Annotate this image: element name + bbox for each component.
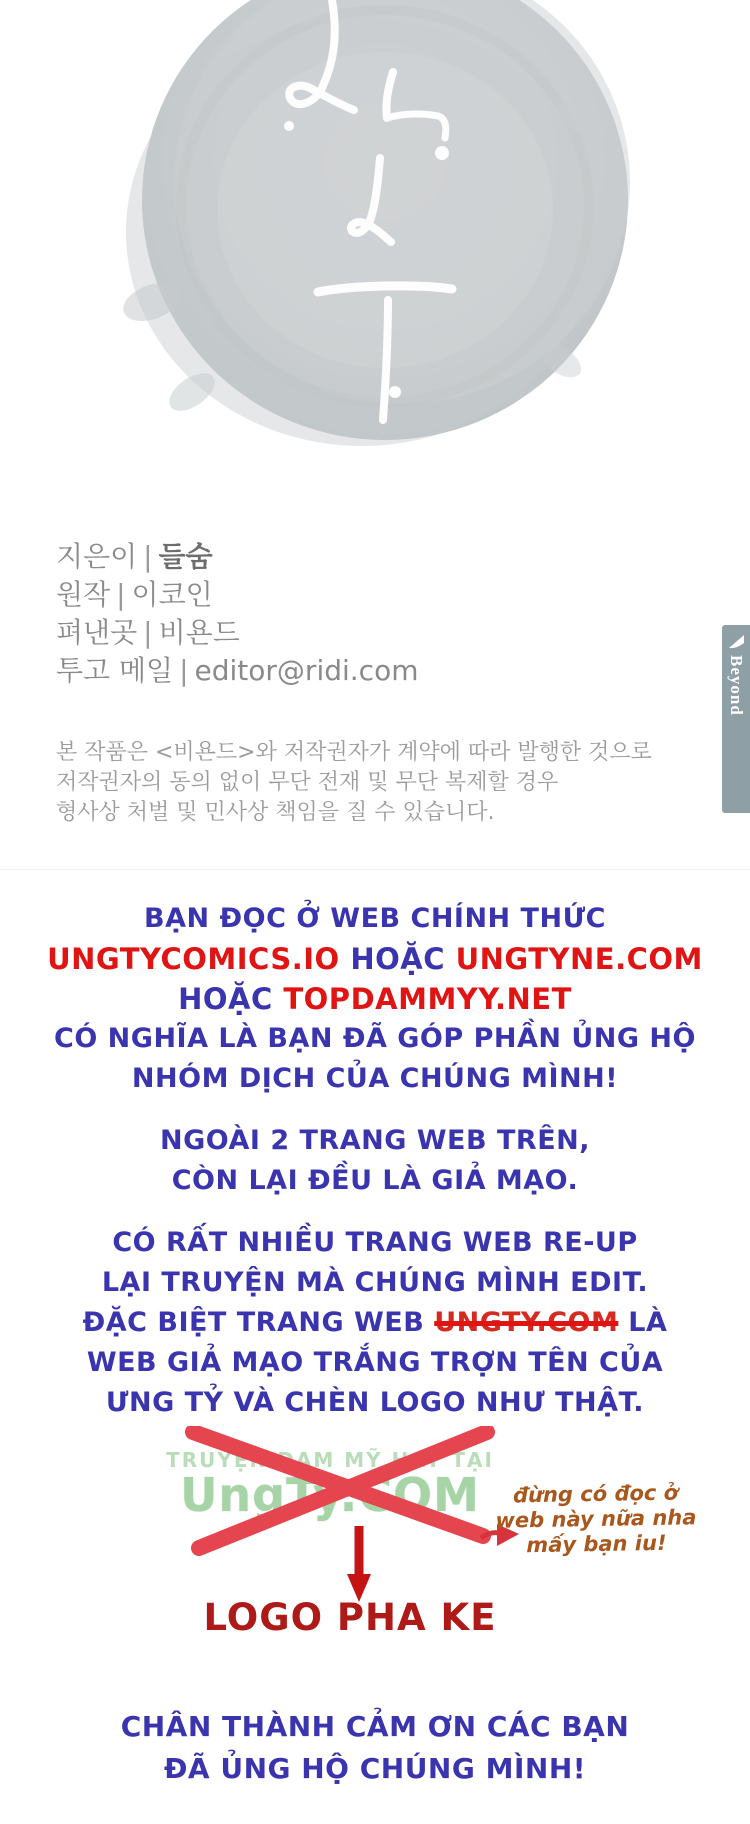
credit-label: 펴낸곳 — [56, 616, 138, 649]
copyright-line: 본 작품은 <비욘드>와 저작권자가 계약에 따라 발행한 것으로 — [56, 740, 652, 765]
handwritten-note — [477, 1480, 714, 1559]
notice-line: NGOÀI 2 TRANG WEB TRÊN, — [160, 1125, 590, 1156]
notice-line: ƯNG TỶ VÀ CHÈN LOGO NHƯ THẬT. — [105, 1387, 645, 1418]
ink-circle-title-logo — [0, 0, 750, 460]
note-line: web này nữa nha — [495, 1505, 697, 1533]
credit-value-email: editor@ridi.com — [194, 654, 419, 687]
notice-line: CÓ RẤT NHIỀU TRANG WEB RE-UP — [112, 1227, 638, 1258]
notice-line-official-sites — [0, 939, 750, 979]
credit-line-author — [56, 538, 418, 576]
credit-line-email — [56, 652, 418, 690]
notice-line-official-sites — [0, 979, 750, 1019]
notice-line: NHÓM DỊCH CỦA CHÚNG MÌNH! — [131, 1063, 619, 1094]
copyright-line: 저작권자의 동의 없이 무단 전재 및 무단 복제할 경우 — [56, 770, 559, 795]
fake-site-strikethrough: UNGTY.COM — [434, 1307, 619, 1338]
publisher-tab-beyond — [722, 625, 750, 813]
fake-logo-tagline: TRUYỆN ĐAM MỸ HAY TẠI — [166, 1448, 494, 1472]
page-seam-divider — [0, 869, 750, 870]
notice-line: BẠN ĐỌC Ở WEB CHÍNH THỨC — [144, 903, 606, 934]
note-line: đừng có đọc ở — [512, 1480, 679, 1508]
credit-line-original — [56, 576, 418, 614]
conjunction: HOẶC — [178, 982, 273, 1016]
official-site-url: TOPDAMMYY.NET — [283, 982, 572, 1016]
notice-line: CÒN LẠI ĐỀU LÀ GIẢ MẠO. — [171, 1165, 579, 1196]
thanks-section — [0, 1706, 750, 1790]
notice-text: LÀ — [628, 1307, 668, 1338]
fake-logo-caption: LOGO PHA KE — [203, 1596, 497, 1639]
watercolor-circle — [118, 0, 630, 446]
credit-value: 들숨 — [158, 540, 213, 573]
credit-separator: | — [143, 616, 153, 649]
notice-line-fake-site — [0, 1303, 750, 1343]
notice-line: CÓ NGHĨA LÀ BẠN ĐÃ GÓP PHẦN ỦNG HỘ — [54, 1023, 696, 1054]
credit-label: 투고 메일 — [56, 654, 174, 687]
credit-separator: | — [179, 654, 189, 687]
notice-text: ĐẶC BIỆT TRANG WEB — [82, 1307, 425, 1338]
note-line: mấy bạn iu! — [526, 1530, 667, 1558]
copyright-section — [56, 738, 652, 828]
credit-value: 이코인 — [131, 578, 213, 611]
credit-label: 원작 — [56, 578, 111, 611]
thanks-line: CHÂN THÀNH CẢM ƠN CÁC BẠN — [120, 1710, 630, 1743]
thanks-line: ĐÃ ỦNG HỘ CHÚNG MÌNH! — [163, 1752, 587, 1785]
translator-notice-section — [0, 899, 750, 1423]
credit-separator: | — [116, 578, 126, 611]
copyright-line: 형사상 처벌 및 민사상 책임을 질 수 있습니다. — [56, 800, 495, 825]
credit-separator: | — [143, 540, 153, 573]
official-site-url: UNGTYCOMICS.IO — [47, 942, 340, 976]
fake-logo-figure — [0, 1424, 750, 1674]
official-site-url: UNGTYNE.COM — [455, 942, 703, 976]
fake-logo-site: UngTy.COM — [180, 1468, 480, 1522]
credit-line-publisher — [56, 614, 418, 652]
publisher-tab-label: Beyond — [727, 655, 746, 716]
credits-section — [56, 538, 418, 690]
conjunction: HOẶC — [350, 942, 445, 976]
down-arrow-icon — [346, 1524, 372, 1604]
credit-value: 비욘드 — [158, 616, 240, 649]
beyond-leaf-icon — [728, 634, 745, 649]
credit-label: 지은이 — [56, 540, 138, 573]
notice-line: WEB GIẢ MẠO TRẮNG TRỢN TÊN CỦA — [86, 1347, 664, 1378]
notice-line: LẠI TRUYỆN MÀ CHÚNG MÌNH EDIT. — [101, 1267, 649, 1298]
